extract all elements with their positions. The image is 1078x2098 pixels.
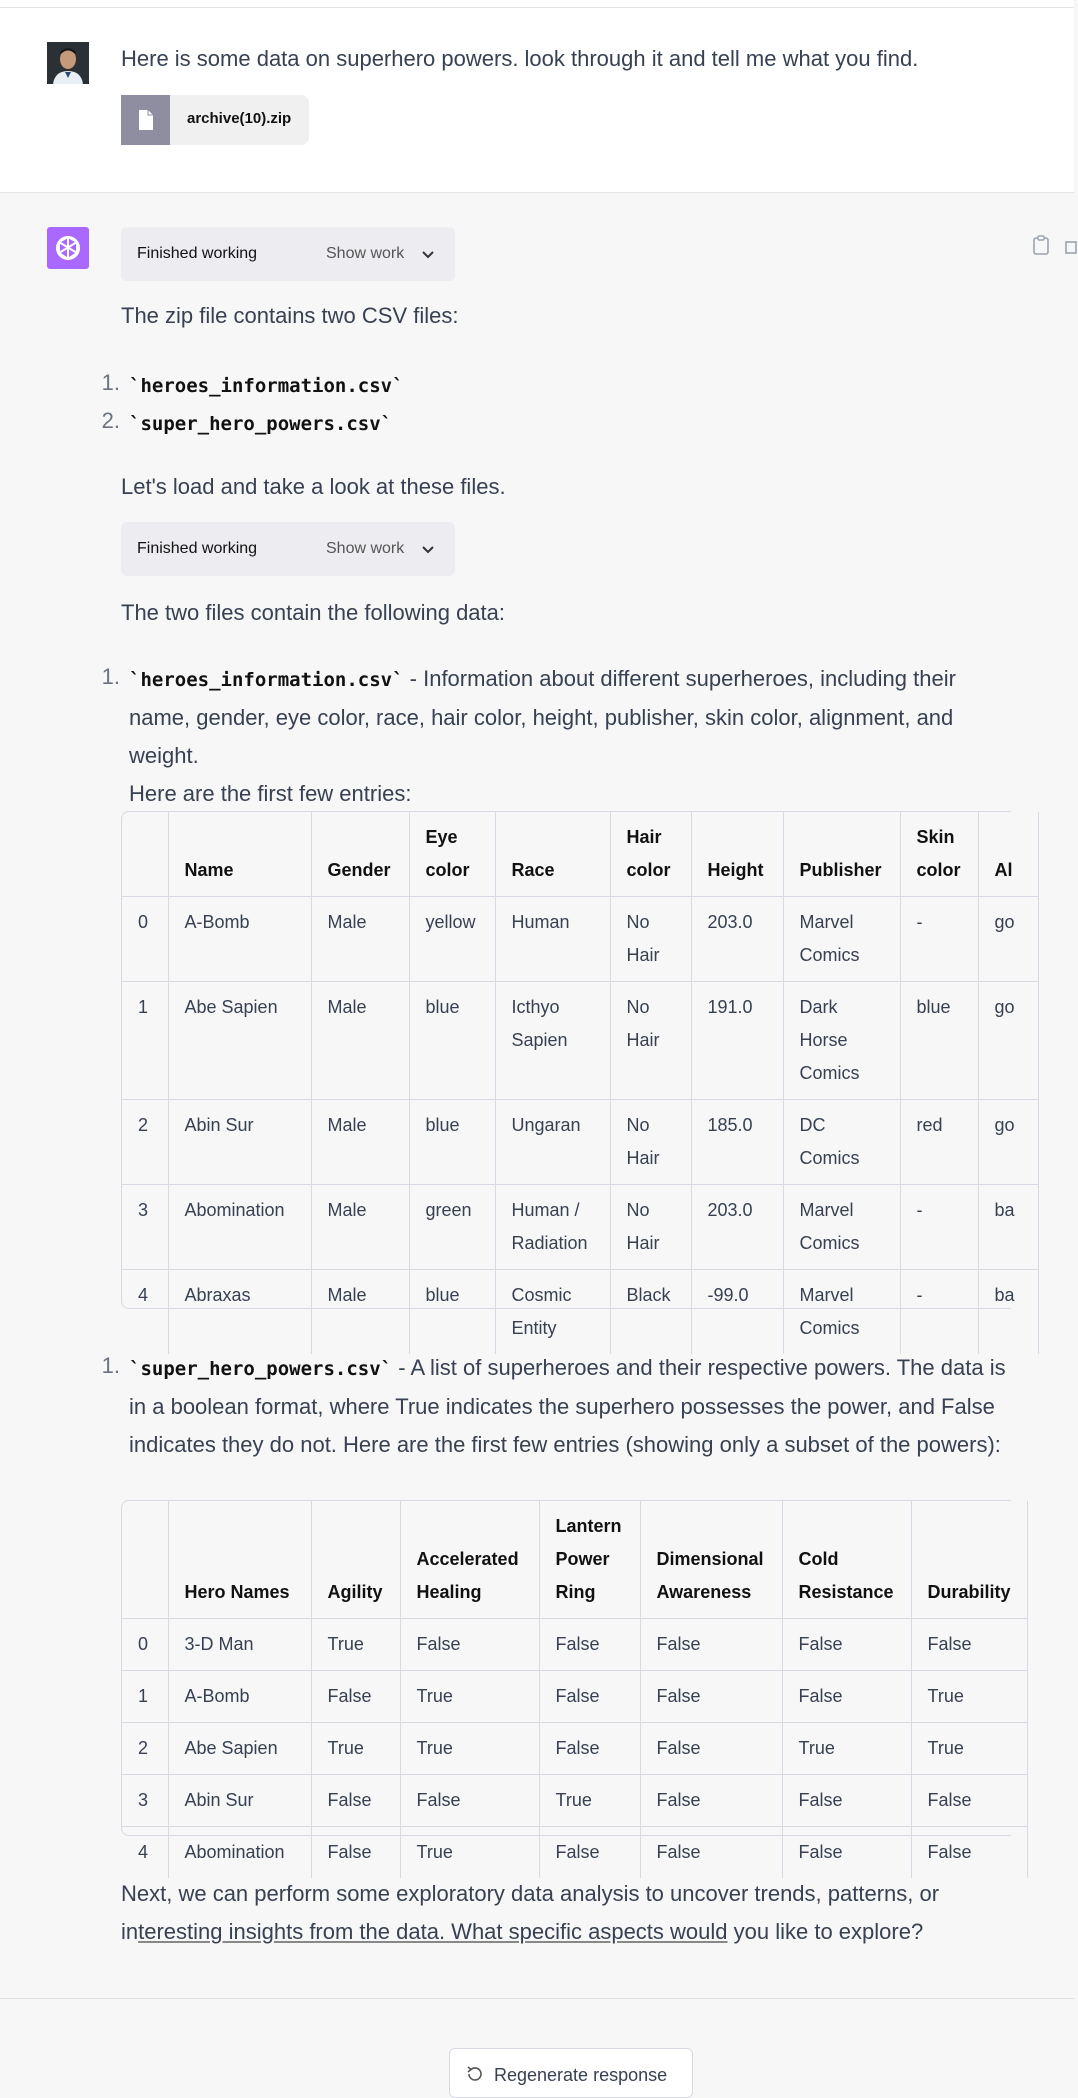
finished-working-toggle-1[interactable]: Finished working Show work [121,227,455,281]
table-cell: False [782,1619,911,1671]
table-header-row [122,1501,1027,1619]
table-cell: Human / Radiation [495,1185,610,1270]
table-cell: True [911,1723,1027,1775]
show-work-button[interactable]: Show work [326,540,405,557]
table-cell: Abomination [168,1185,311,1270]
table-row [122,1619,1027,1671]
table-cell: False [311,1775,400,1827]
table-cell: No Hair [610,982,691,1100]
table-cell: True [400,1723,539,1775]
refresh-icon [466,2065,484,2083]
table-cell: 1 [122,982,168,1100]
column-header: Agility [311,1501,400,1619]
column-header: Cold Resistance [782,1501,911,1619]
column-header: Gender [311,812,409,897]
table-cell: No Hair [610,897,691,982]
table-cell: Abe Sapien [168,1723,311,1775]
table-cell: Male [311,897,409,982]
intro-text: The zip file contains two CSV files: [121,303,459,328]
table-cell: Male [311,1100,409,1185]
table-row [122,1775,1027,1827]
table-cell: True [782,1723,911,1775]
table-row [122,1671,1027,1723]
table-cell: False [539,1723,640,1775]
table-cell: False [311,1827,400,1879]
divider [0,1998,1074,1999]
table-cell: red [900,1100,978,1185]
regenerate-response-button[interactable]: Regenerate response [449,2048,693,2098]
table-row [122,1270,1038,1355]
table-cell: 2 [122,1723,168,1775]
table-cell: go [978,1100,1038,1185]
table-cell: No Hair [610,1100,691,1185]
closing-text: Next, we can perform some exploratory data analysis to uncover trends, patterns, or interesting insights from the data. What specific aspects would you like to explore? [121,1881,940,1944]
table-cell: False [400,1775,539,1827]
file-name: archive(10).zip [187,110,292,127]
table-cell: DC Comics [783,1100,900,1185]
table-cell: True [911,1671,1027,1723]
column-header: Dimensional Awareness [640,1501,782,1619]
file-attachment[interactable] [121,95,309,145]
table-cell: -99.0 [691,1270,783,1355]
show-work-button[interactable]: Show work [326,245,405,262]
assistant-avatar [47,227,89,269]
table-cell: 3-D Man [168,1619,311,1671]
table-cell: Abraxas [168,1270,311,1355]
table-cell: Abomination [168,1827,311,1879]
table-cell: True [400,1827,539,1879]
file-list-item: `super_hero_powers.csv` [129,413,393,435]
user-message [0,8,1074,193]
table-cell: Male [311,982,409,1100]
finished-working-toggle-2[interactable]: Finished working Show work [121,522,455,576]
table-cell: A-Bomb [168,897,311,982]
column-header: Name [168,812,311,897]
table-cell: yellow [409,897,495,982]
table-cell: blue [409,1270,495,1355]
table-cell: go [978,982,1038,1100]
table-cell: False [782,1827,911,1879]
user-message-text: Here is some data on superhero powers. look through it and tell me what you find. [121,46,919,71]
table-cell: False [640,1827,782,1879]
table-cell: False [640,1619,782,1671]
table-cell: Human [495,897,610,982]
table-cell: False [311,1671,400,1723]
table-cell: True [311,1619,400,1671]
table-cell: Marvel Comics [783,1270,900,1355]
contain-text: The two files contain the following data: [121,600,506,625]
table-cell: True [400,1671,539,1723]
column-header: Height [691,812,783,897]
column-header: Durability [911,1501,1027,1619]
list-number: 1. [101,664,120,689]
column-header [122,1501,168,1619]
table-cell: Male [311,1270,409,1355]
table-cell: False [782,1775,911,1827]
table-cell: 3 [122,1775,168,1827]
table-cell: Marvel Comics [783,1185,900,1270]
table-cell: Marvel Comics [783,897,900,982]
table-cell: True [539,1775,640,1827]
top-border [0,0,1074,8]
table-cell: False [400,1619,539,1671]
file-description-1: `heroes_information.csv` - Information about different superheroes, including their name, gender, eye color, race, hair color, height, publisher, skin color, alignment, and weight. Here are the first few entries: [129,666,956,806]
table-row [122,982,1038,1100]
table-header-row [122,812,1038,897]
column-header: Hair color [610,812,691,897]
table-cell: blue [409,982,495,1100]
table-cell: Black [610,1270,691,1355]
table-row [122,1827,1027,1879]
table-cell: False [640,1723,782,1775]
heroes-info-table [121,811,1015,1338]
openai-logo-icon [47,227,89,269]
table-cell: 4 [122,1270,168,1355]
column-header: Skin color [900,812,978,897]
table-cell: 203.0 [691,1185,783,1270]
table-cell: False [911,1827,1027,1879]
column-header: Publisher [783,812,900,897]
list-number: 1. [101,370,120,395]
load-text: Let's load and take a look at these files. [121,474,506,499]
table-cell: No Hair [610,1185,691,1270]
table-cell: 191.0 [691,982,783,1100]
column-header: Lantern Power Ring [539,1501,640,1619]
chevron-down-icon [418,244,438,264]
table-cell: True [311,1723,400,1775]
table-cell: Abe Sapien [168,982,311,1100]
table-cell: False [640,1775,782,1827]
powers-table [121,1500,1011,1862]
file-list-item: `heroes_information.csv` [129,375,404,397]
table-cell: False [539,1671,640,1723]
thumbs-up-icon[interactable] [1064,234,1078,256]
user-avatar [47,42,89,84]
table-cell: blue [900,982,978,1100]
table-cell: - [900,1270,978,1355]
table-cell: Cosmic Entity [495,1270,610,1355]
copy-icon[interactable] [1030,234,1052,256]
table-cell: False [911,1775,1027,1827]
list-number: 1. [101,1353,120,1378]
table-cell: 1 [122,1671,168,1723]
table-row [122,1185,1038,1270]
table-cell: go [978,897,1038,982]
table-cell: Male [311,1185,409,1270]
column-header: Eye color [409,812,495,897]
table-cell: Dark Horse Comics [783,982,900,1100]
table-cell: Abin Sur [168,1775,311,1827]
table-cell: 0 [122,897,168,982]
table-row [122,1100,1038,1185]
table-cell: 2 [122,1100,168,1185]
list-number: 2. [101,408,120,433]
table-cell: - [900,1185,978,1270]
column-header: Hero Names [168,1501,311,1619]
table-cell: False [640,1671,782,1723]
table-cell: 4 [122,1827,168,1879]
table-cell: green [409,1185,495,1270]
table-cell: Ungaran [495,1100,610,1185]
column-header: Race [495,812,610,897]
column-header [122,812,168,897]
table-cell: 0 [122,1619,168,1671]
table-cell: 185.0 [691,1100,783,1185]
table-cell: Icthyo Sapien [495,982,610,1100]
assistant-message [0,194,1074,2000]
table-cell: False [782,1671,911,1723]
column-header: Al [978,812,1038,897]
table-row [122,1723,1027,1775]
table-cell: False [539,1827,640,1879]
table-cell: False [911,1619,1027,1671]
table-cell: blue [409,1100,495,1185]
table-cell: - [900,897,978,982]
table-cell: A-Bomb [168,1671,311,1723]
table-cell: 203.0 [691,897,783,982]
table-cell: ba [978,1270,1038,1355]
column-header: Accelerated Healing [400,1501,539,1619]
file-icon [121,95,170,145]
file-description-2: `super_hero_powers.csv` - A list of superheroes and their respective powers. The data is in a boolean format, where True indicates the superhero possesses the power, and False indicates they do not. Here are the first few entries (showing only a subset of the powers): [129,1355,1006,1457]
chevron-down-icon [418,539,438,559]
table-row [122,897,1038,982]
table-cell: Abin Sur [168,1100,311,1185]
table-cell: False [539,1619,640,1671]
table-cell: 3 [122,1185,168,1270]
table-cell: ba [978,1185,1038,1270]
